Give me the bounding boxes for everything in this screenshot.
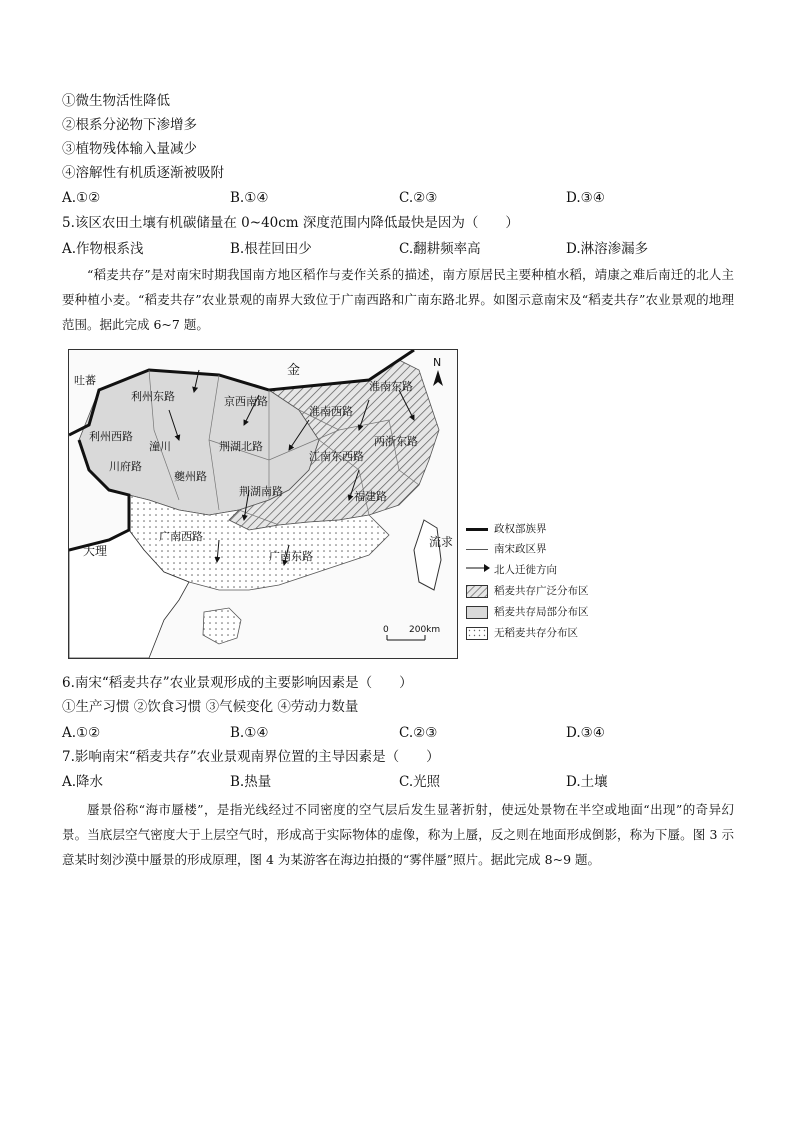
label-tubo: 吐蕃 (74, 374, 96, 387)
q4-item-2: ②根系分泌物下渗增多 (62, 117, 197, 133)
q4-option-b[interactable]: B.①④ (230, 190, 269, 206)
legend-none-swatch (466, 627, 488, 640)
label-jingxi: 京西南路 (224, 395, 268, 408)
q4-option-d[interactable]: D.③④ (566, 190, 605, 206)
legend-wide: 稻麦共存广泛分布区 (494, 585, 589, 597)
legend-border: 政权部族界 (494, 523, 547, 535)
label-huainan-east: 淮南东路 (369, 380, 413, 393)
label-dali: 大理 (83, 544, 108, 558)
q4-item-3: ③植物残体输入量减少 (62, 141, 197, 157)
legend-partial: 稻麦共存局部分布区 (494, 606, 589, 618)
q5-option-c[interactable]: C.翻耕频率高 (399, 241, 481, 257)
legend-border-swatch (466, 528, 488, 531)
q5-stem: 5.该区农田土壤有机碳储量在 0~40cm 深度范围内降低最快是因为（ ） (62, 215, 519, 231)
q6-items: ①生产习惯 ②饮食习惯 ③气候变化 ④劳动力数量 (62, 699, 359, 715)
song-map (68, 349, 458, 659)
q4-option-c[interactable]: C.②③ (399, 190, 438, 206)
label-chengdu: 川府路 (109, 460, 142, 473)
label-tongchuan: 潼川 (149, 440, 171, 453)
q6-option-c[interactable]: C.②③ (399, 725, 438, 741)
map-figure (69, 350, 457, 658)
legend-district: 南宋政区界 (494, 543, 547, 555)
q5-option-d[interactable]: D.淋溶渗漏多 (566, 241, 649, 257)
passage-mirage: 蜃景俗称“海市蜃楼”，是指光线经过不同密度的空气层后发生显著折射，使远处景物在半空或地面“出现”的奇异幻景。当底层空气密度大于上层空气时，形成高于实际物体的虚像，称为上蜃，反之则在地面形成倒影，称为下蜃。图 3 示意某时刻沙漠中蜃景的形成原理，图 4 为某游客在海边拍摄的“雾伴蜃”照片。据此完成 8~9 题。 (62, 802, 734, 867)
q4-option-a[interactable]: A.①② (62, 190, 101, 206)
q6-stem: 6.南宋“稻麦共存”农业景观形成的主要影响因素是（ ） (62, 675, 413, 691)
q7-stem: 7.影响南宋“稻麦共存”农业景观南界位置的主导因素是（ ） (62, 749, 440, 765)
label-jinghu-north: 荆湖北路 (219, 440, 263, 453)
q7-option-b[interactable]: B.热量 (230, 774, 272, 790)
svg-text:0: 0 (383, 625, 389, 635)
label-jiangnan: 江南东西路 (309, 450, 364, 463)
legend-district-swatch (466, 549, 488, 550)
legend-arrow-icon (464, 562, 490, 574)
legend-partial-swatch (466, 606, 488, 619)
svg-text:N: N (433, 356, 442, 369)
q6-option-a[interactable]: A.①② (62, 725, 101, 741)
q4-item-4: ④溶解性有机质逐渐被吸附 (62, 165, 224, 181)
q5-option-b[interactable]: B.根茬回田少 (230, 241, 312, 257)
label-lizhou: 利州东路 (131, 390, 175, 403)
label-guangnan-west: 广南西路 (159, 530, 203, 543)
label-fujian: 福建路 (354, 490, 387, 503)
q6-option-b[interactable]: B.①④ (230, 725, 269, 741)
legend-migration: 北人迁徙方向 (494, 564, 557, 576)
q4-item-1: ①微生物活性降低 (62, 93, 170, 109)
q7-option-a[interactable]: A.降水 (62, 774, 104, 790)
label-liuqiu: 流求 (429, 535, 454, 549)
label-huainan-west: 淮南西路 (309, 405, 353, 418)
label-jinghu-south: 荆湖南路 (239, 485, 283, 498)
svg-text:200km: 200km (409, 625, 441, 635)
legend-none: 无稻麦共存分布区 (494, 627, 578, 639)
label-lizhou-west: 利州西路 (89, 430, 133, 443)
label-guangnan-east: 广南东路 (269, 550, 313, 563)
q6-option-d[interactable]: D.③④ (566, 725, 605, 741)
label-jin: 金 (287, 363, 301, 378)
q7-option-c[interactable]: C.光照 (399, 774, 441, 790)
q5-option-a[interactable]: A.作物根系浅 (62, 241, 144, 257)
label-liangzhe: 两浙东路 (374, 435, 418, 448)
q7-option-d[interactable]: D.土壤 (566, 774, 608, 790)
passage-rice-wheat: “稻麦共存”是对南宋时期我国南方地区稻作与麦作关系的描述，南方原居民主要种植水稻，靖康之难后南迁的北人主要种植小麦。“稻麦共存”农业景观的南界大致位于广南西路和广南东路北界。如图示意南宋及“稻麦共存”农业景观的地理范围。据此完成 6~7 题。 (62, 267, 734, 332)
label-kuizhou: 夔州路 (174, 470, 207, 483)
legend-wide-swatch (466, 585, 488, 598)
